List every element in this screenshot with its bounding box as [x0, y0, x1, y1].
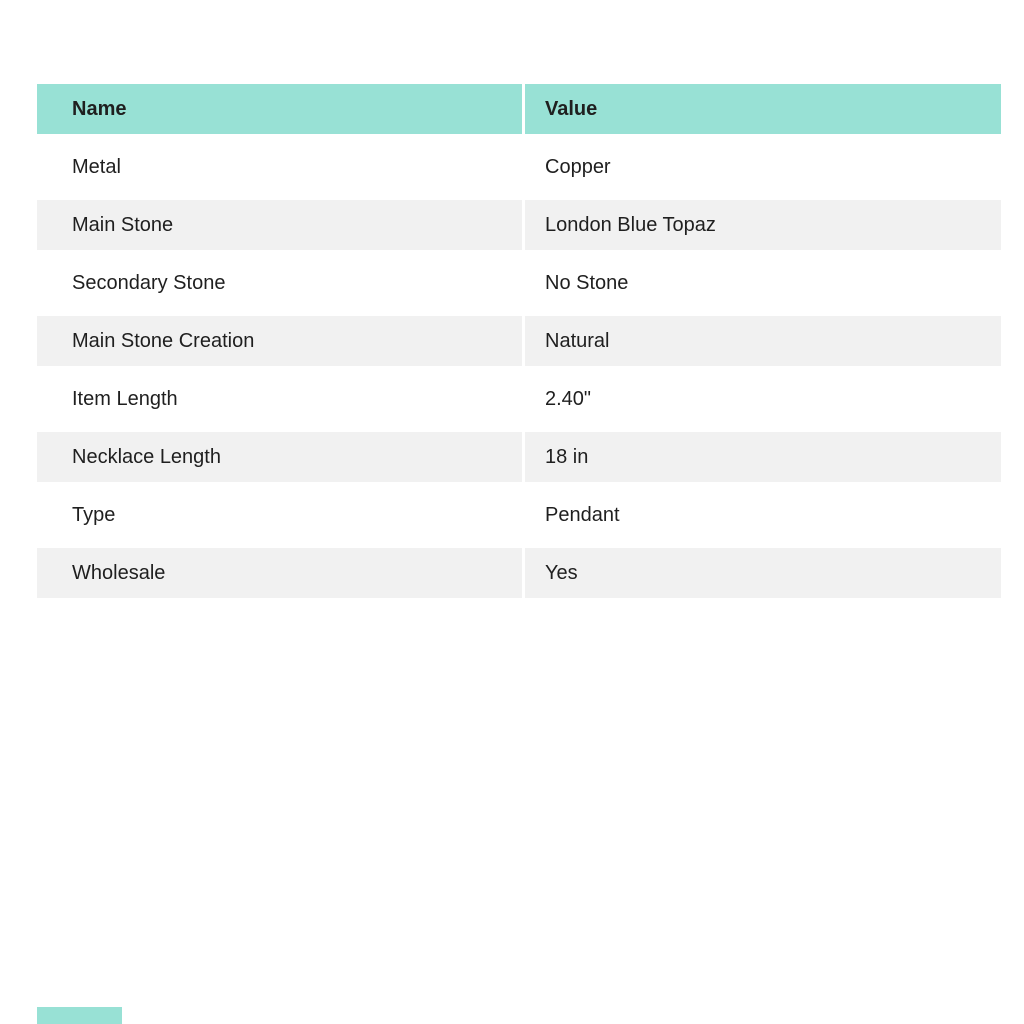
row-name-cell: Main Stone	[37, 200, 522, 250]
row-name-cell: Type	[37, 490, 522, 540]
table-row	[37, 258, 1001, 308]
row-value-cell: Pendant	[525, 490, 1001, 540]
column-header-name: Name	[37, 84, 522, 134]
table-row	[37, 316, 1001, 366]
row-value-cell: 18 in	[525, 432, 1001, 482]
row-value-cell: Yes	[525, 548, 1001, 598]
table-header-row	[37, 84, 1001, 134]
row-name-cell: Item Length	[37, 374, 522, 424]
row-value-cell: No Stone	[525, 258, 1001, 308]
row-name-cell: Necklace Length	[37, 432, 522, 482]
row-name-cell: Secondary Stone	[37, 258, 522, 308]
row-value-cell: 2.40"	[525, 374, 1001, 424]
table-row	[37, 142, 1001, 192]
row-value-cell: London Blue Topaz	[525, 200, 1001, 250]
table-row	[37, 200, 1001, 250]
row-value-cell: Natural	[525, 316, 1001, 366]
table-row	[37, 548, 1001, 598]
row-name-cell: Main Stone Creation	[37, 316, 522, 366]
next-table-header-partial	[37, 1007, 122, 1024]
table-row	[37, 374, 1001, 424]
row-name-cell: Wholesale	[37, 548, 522, 598]
product-spec-table	[37, 84, 1001, 598]
row-value-cell: Copper	[525, 142, 1001, 192]
table-row	[37, 490, 1001, 540]
column-header-value: Value	[525, 84, 1001, 134]
row-name-cell: Metal	[37, 142, 522, 192]
table-row	[37, 432, 1001, 482]
